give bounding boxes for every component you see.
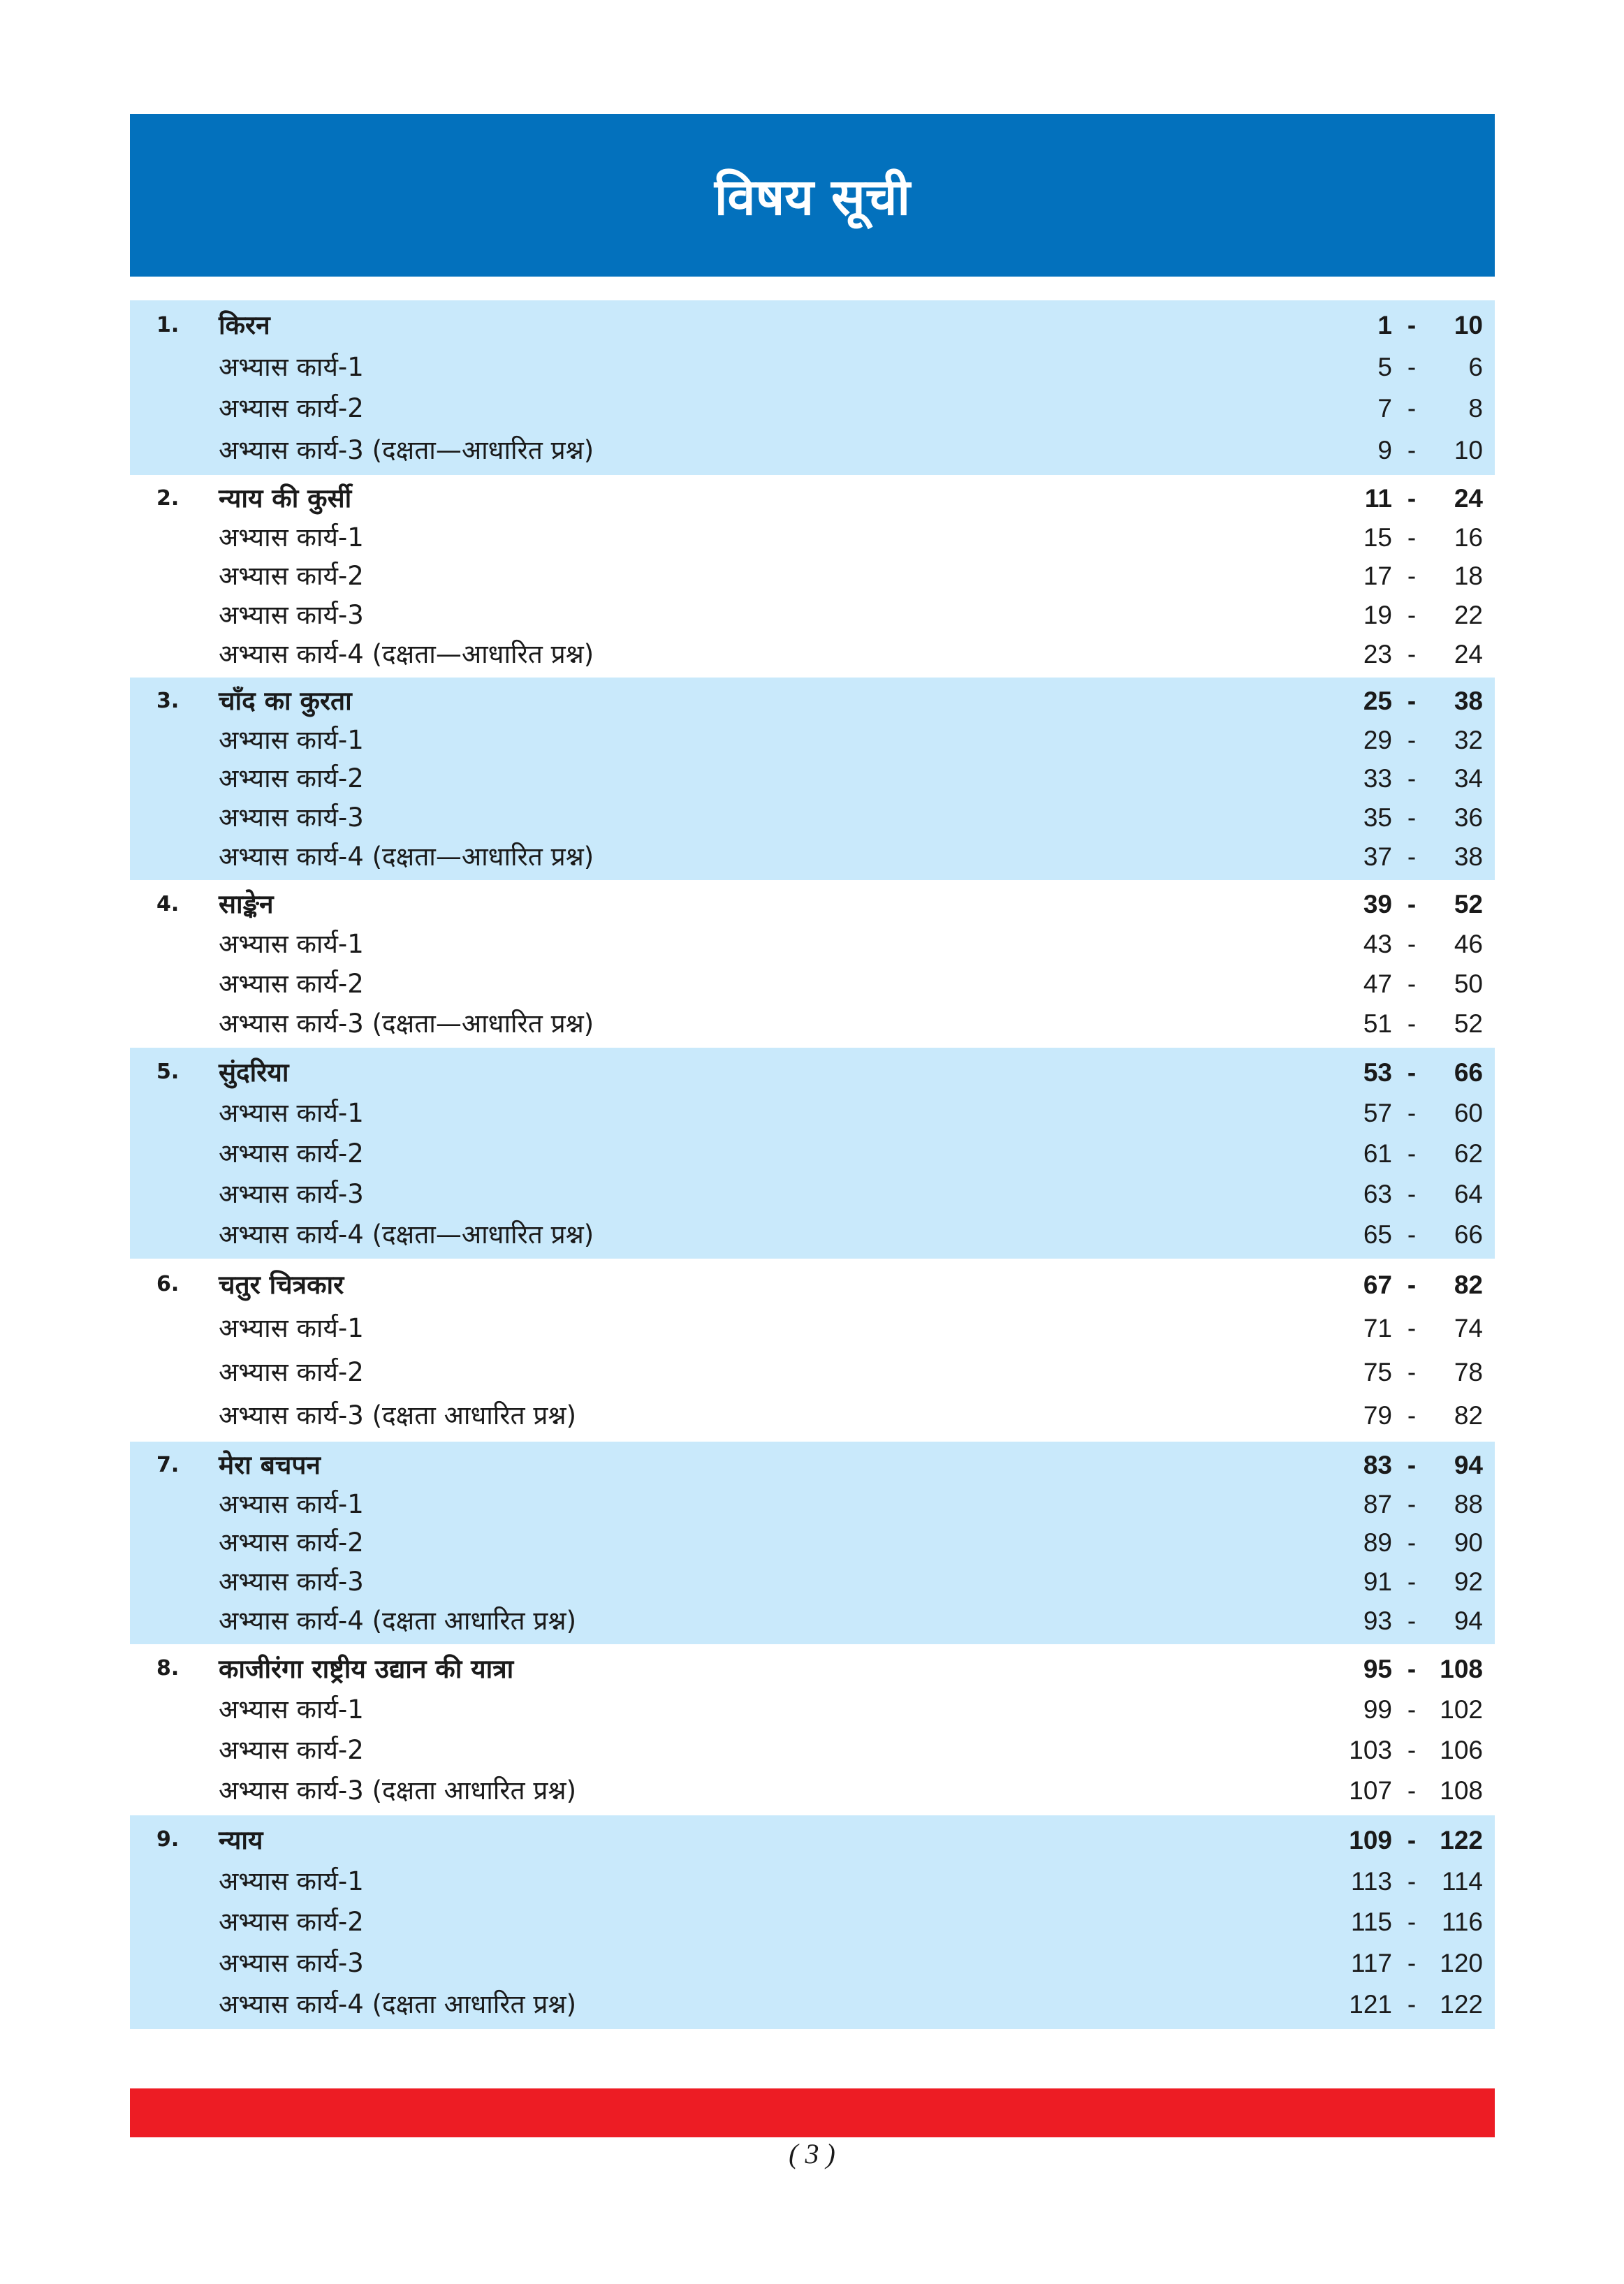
range-dash: - (1407, 1825, 1417, 1854)
page-end: 34 (1454, 764, 1483, 793)
page-end: 38 (1454, 842, 1483, 871)
exercise-row (130, 1902, 1495, 1943)
exercise-label: अभ्यास कार्य-1 (219, 1694, 364, 1725)
range-dash: - (1407, 1990, 1417, 2019)
chapter-title-row (130, 1648, 1495, 1689)
page-start: 11 (1364, 484, 1392, 513)
range-dash: - (1407, 1009, 1417, 1038)
chapter-block (130, 880, 1495, 1048)
page-end: 10 (1454, 435, 1483, 464)
page-range (1315, 563, 1483, 589)
range-dash: - (1407, 1567, 1417, 1597)
range-dash: - (1407, 803, 1417, 833)
exercise-row (130, 721, 1495, 760)
range-dash: - (1407, 1776, 1417, 1806)
page-range (1315, 1222, 1483, 1247)
page-range (1315, 971, 1483, 997)
exercise-row (130, 924, 1495, 964)
page-start: 67 (1363, 1270, 1392, 1299)
exercise-label: अभ्यास कार्य-2 (219, 1528, 364, 1558)
exercise-row (130, 1394, 1495, 1438)
exercise-row (130, 759, 1495, 798)
page-end: 122 (1440, 1825, 1483, 1854)
page-start: 95 (1363, 1654, 1392, 1683)
page-start: 39 (1363, 890, 1392, 918)
exercise-label: अभ्यास कार्य-2 (219, 1138, 364, 1169)
exercise-row (130, 1942, 1495, 1984)
exercise-label: अभ्यास कार्य-3 (दक्षता—आधारित प्रश्न) (219, 1009, 594, 1039)
page-end: 8 (1468, 394, 1483, 423)
page-start: 7 (1377, 394, 1392, 423)
exercise-label: अभ्यास कार्य-3 (219, 1948, 364, 1979)
exercise-row (130, 346, 1495, 388)
chapter-title-row (130, 1052, 1495, 1092)
chapter-number: 6. (156, 1272, 180, 1297)
exercise-label: अभ्यास कार्य-1 (219, 724, 364, 755)
chapter-number: 3. (156, 688, 180, 713)
page-range (1315, 522, 1483, 552)
range-dash: - (1407, 764, 1417, 793)
page-end: 46 (1454, 930, 1483, 958)
page-start: 47 (1363, 969, 1392, 998)
page-start: 23 (1363, 639, 1392, 668)
exercise-label: अभ्यास कार्य-4 (दक्षता—आधारित प्रश्न) (219, 841, 594, 872)
chapter-title: साङ्केन (219, 889, 274, 919)
page-start: 33 (1363, 764, 1392, 793)
page-start: 65 (1363, 1220, 1392, 1249)
range-dash: - (1407, 725, 1417, 754)
page-start: 15 (1363, 522, 1392, 552)
range-dash: - (1407, 484, 1417, 513)
exercise-row (130, 518, 1495, 557)
page-range (1315, 1272, 1483, 1298)
exercise-row (130, 798, 1495, 837)
page-range (1315, 354, 1483, 380)
exercise-label: अभ्यास कार्य-1 (219, 1313, 364, 1344)
page-start: 61 (1363, 1139, 1392, 1168)
page-range (1315, 1528, 1483, 1558)
page-end: 52 (1454, 890, 1483, 918)
title-banner (130, 114, 1495, 277)
page-start: 79 (1363, 1401, 1392, 1430)
page-range (1315, 1011, 1483, 1037)
range-dash: - (1407, 1098, 1417, 1127)
chapter-block (130, 1644, 1495, 1815)
range-dash: - (1407, 1270, 1417, 1299)
page-end: 18 (1454, 562, 1483, 591)
page-range (1315, 1181, 1483, 1207)
exercise-label: अभ्यास कार्य-3 (219, 600, 364, 631)
page-end: 120 (1440, 1949, 1483, 1978)
chapter-title: मेरा बचपन (219, 1450, 321, 1481)
exercise-row (130, 1562, 1495, 1602)
exercise-row (130, 1730, 1495, 1771)
range-dash: - (1407, 1489, 1417, 1518)
chapter-block (130, 1259, 1495, 1442)
chapter-number: 5. (156, 1060, 180, 1084)
page-start: 109 (1349, 1825, 1392, 1854)
range-dash: - (1407, 1949, 1417, 1978)
exercise-row (130, 1984, 1495, 2025)
page-range (1315, 891, 1483, 917)
exercise-label: अभ्यास कार्य-1 (219, 1866, 364, 1896)
exercise-row (130, 1133, 1495, 1173)
exercise-label: अभ्यास कार्य-3 (दक्षता आधारित प्रश्न) (219, 1776, 576, 1806)
range-dash: - (1407, 1220, 1417, 1249)
page-range (1315, 485, 1483, 511)
page-start: 51 (1363, 1009, 1392, 1038)
page-range (1315, 727, 1483, 753)
page-start: 113 (1351, 1866, 1392, 1896)
range-dash: - (1407, 1314, 1417, 1343)
exercise-label: अभ्यास कार्य-2 (219, 1907, 364, 1938)
exercise-row (130, 1173, 1495, 1214)
page-range (1315, 602, 1483, 628)
chapter-title-row (130, 305, 1495, 346)
page-range (1315, 844, 1483, 870)
page-end: 64 (1454, 1179, 1483, 1208)
exercise-row (130, 1861, 1495, 1902)
chapter-title: चाँद का कुरता (219, 686, 352, 717)
exercise-row (130, 1771, 1495, 1811)
chapter-number: 2. (156, 485, 180, 511)
page-end: 88 (1454, 1489, 1483, 1518)
range-dash: - (1407, 1908, 1417, 1937)
page-range (1315, 395, 1483, 421)
chapter-block (130, 678, 1495, 880)
page-end: 16 (1454, 522, 1483, 552)
page-end: 82 (1454, 1270, 1483, 1299)
range-dash: - (1407, 562, 1417, 591)
page-start: 35 (1363, 803, 1392, 833)
exercise-row (130, 634, 1495, 673)
page-start: 9 (1377, 435, 1392, 464)
page-range (1315, 1909, 1483, 1935)
page-end: 108 (1440, 1654, 1483, 1683)
exercise-row (130, 1214, 1495, 1254)
exercise-row (130, 557, 1495, 596)
page-start: 115 (1351, 1908, 1392, 1937)
range-dash: - (1407, 1866, 1417, 1896)
page-end: 66 (1454, 1220, 1483, 1249)
page-range (1315, 931, 1483, 957)
page-range (1315, 437, 1483, 463)
page-range (1315, 1491, 1483, 1517)
page-range (1315, 1315, 1483, 1341)
page-end: 106 (1440, 1736, 1483, 1765)
page-end: 32 (1454, 725, 1483, 754)
page-end: 60 (1454, 1098, 1483, 1127)
chapter-title-row (130, 682, 1495, 721)
page-end: 74 (1454, 1314, 1483, 1343)
page-end: 36 (1454, 803, 1483, 833)
page-start: 107 (1349, 1776, 1392, 1806)
range-dash: - (1407, 1528, 1417, 1558)
exercise-label: अभ्यास कार्य-2 (219, 1356, 364, 1387)
page-start: 19 (1363, 601, 1392, 630)
exercise-label: अभ्यास कार्य-3 (219, 803, 364, 833)
page-end: 24 (1454, 484, 1483, 513)
page-range (1315, 1656, 1483, 1682)
exercise-row (130, 430, 1495, 471)
page-end: 114 (1442, 1866, 1483, 1896)
page-range (1315, 1827, 1483, 1853)
page-start: 93 (1363, 1606, 1392, 1635)
page-end: 6 (1468, 352, 1483, 381)
range-dash: - (1407, 1736, 1417, 1765)
page-start: 17 (1363, 562, 1392, 591)
chapter-title-row (130, 1263, 1495, 1307)
page-end: 82 (1454, 1401, 1483, 1430)
chapter-number: 9. (156, 1827, 180, 1852)
range-dash: - (1407, 311, 1417, 340)
chapter-block (130, 300, 1495, 475)
page-start: 117 (1351, 1949, 1392, 1978)
page-end: 94 (1454, 1606, 1483, 1635)
page-start: 57 (1363, 1098, 1392, 1127)
range-dash: - (1407, 522, 1417, 552)
table-of-contents (130, 300, 1495, 2029)
page-range (1315, 1776, 1483, 1806)
exercise-label: अभ्यास कार्य-2 (219, 561, 364, 592)
exercise-row (130, 388, 1495, 430)
page-end: 24 (1454, 639, 1483, 668)
chapter-title: न्याय की कुर्सी (219, 483, 352, 514)
exercise-row (130, 1689, 1495, 1729)
page-start: 75 (1363, 1357, 1392, 1386)
chapter-title-row (130, 884, 1495, 924)
page-start: 103 (1349, 1736, 1392, 1765)
page-end: 92 (1454, 1567, 1483, 1597)
chapter-title: काजीरंगा राष्ट्रीय उद्यान की यात्रा (219, 1653, 514, 1684)
page-end: 38 (1454, 687, 1483, 716)
page-end: 116 (1442, 1908, 1483, 1937)
exercise-label: अभ्यास कार्य-4 (दक्षता—आधारित प्रश्न) (219, 638, 594, 669)
range-dash: - (1407, 1139, 1417, 1168)
chapter-block (130, 1048, 1495, 1259)
page-end: 90 (1454, 1528, 1483, 1558)
page-start: 25 (1363, 687, 1392, 716)
page-end: 62 (1454, 1139, 1483, 1168)
range-dash: - (1407, 1401, 1417, 1430)
page-number: ( 3 ) (789, 2138, 835, 2169)
page-start: 63 (1363, 1179, 1392, 1208)
exercise-label: अभ्यास कार्य-2 (219, 763, 364, 794)
chapter-block (130, 475, 1495, 678)
exercise-label: अभ्यास कार्य-1 (219, 351, 364, 382)
range-dash: - (1407, 1654, 1417, 1683)
page-start: 29 (1363, 725, 1392, 754)
chapter-number: 8. (156, 1656, 180, 1681)
range-dash: - (1407, 1451, 1417, 1480)
page-start: 43 (1363, 930, 1392, 958)
page-end: 78 (1454, 1357, 1483, 1386)
exercise-label: अभ्यास कार्य-1 (219, 929, 364, 959)
page-range (1315, 803, 1483, 833)
chapter-title: चतुर चित्रकार (219, 1269, 344, 1300)
chapter-title-row (130, 1446, 1495, 1485)
range-dash: - (1407, 842, 1417, 871)
page-range (1315, 1100, 1483, 1126)
page-end: 102 (1440, 1694, 1483, 1724)
page-start: 1 (1377, 311, 1392, 340)
page-end: 22 (1454, 601, 1483, 630)
range-dash: - (1407, 639, 1417, 668)
footer-bar (130, 2088, 1495, 2137)
page-range (1315, 1608, 1483, 1634)
page-end: 94 (1454, 1451, 1483, 1480)
exercise-label: अभ्यास कार्य-2 (219, 393, 364, 424)
range-dash: - (1407, 930, 1417, 958)
exercise-row (130, 1485, 1495, 1524)
page-title: विषय सूची (714, 167, 911, 226)
exercise-label: अभ्यास कार्य-1 (219, 522, 364, 552)
chapter-number: 4. (156, 891, 180, 916)
page-start: 91 (1363, 1567, 1392, 1597)
exercise-label: अभ्यास कार्य-2 (219, 969, 364, 999)
range-dash: - (1407, 1179, 1417, 1208)
exercise-row (130, 1523, 1495, 1562)
range-dash: - (1407, 1057, 1417, 1087)
chapter-block (130, 1815, 1495, 2029)
range-dash: - (1407, 1606, 1417, 1635)
page-start: 53 (1363, 1057, 1392, 1087)
chapter-title: सुंदरिया (219, 1057, 289, 1088)
page-end: 10 (1454, 311, 1483, 340)
exercise-row (130, 1350, 1495, 1394)
exercise-row (130, 1307, 1495, 1351)
page-range (1315, 1991, 1483, 2017)
chapter-title: किरन (219, 310, 270, 341)
chapter-title-row (130, 479, 1495, 518)
exercise-label: अभ्यास कार्य-2 (219, 1735, 364, 1766)
page-start: 121 (1349, 1990, 1392, 2019)
exercise-label: अभ्यास कार्य-4 (दक्षता आधारित प्रश्न) (219, 1605, 576, 1636)
range-dash: - (1407, 601, 1417, 630)
page-end: 50 (1454, 969, 1483, 998)
range-dash: - (1407, 1694, 1417, 1724)
exercise-row (130, 964, 1495, 1004)
page-range (1315, 641, 1483, 667)
page-range (1315, 1950, 1483, 1976)
page-range (1315, 1403, 1483, 1428)
page-start: 99 (1363, 1694, 1392, 1724)
range-dash: - (1407, 969, 1417, 998)
exercise-label: अभ्यास कार्य-3 (219, 1567, 364, 1597)
page-range (1315, 1694, 1483, 1724)
chapter-number: 7. (156, 1452, 180, 1477)
range-dash: - (1407, 394, 1417, 423)
exercise-label: अभ्यास कार्य-4 (दक्षता आधारित प्रश्न) (219, 1989, 576, 2020)
range-dash: - (1407, 435, 1417, 464)
range-dash: - (1407, 687, 1417, 716)
exercise-label: अभ्यास कार्य-1 (219, 1097, 364, 1128)
chapter-number: 1. (156, 312, 180, 337)
page-range (1315, 1737, 1483, 1763)
page-range (1315, 1452, 1483, 1478)
exercise-label: अभ्यास कार्य-4 (दक्षता—आधारित प्रश्न) (219, 1219, 594, 1250)
page-range (1315, 688, 1483, 714)
exercise-label: अभ्यास कार्य-3 (219, 1178, 364, 1209)
exercise-row (130, 837, 1495, 876)
page-range (1315, 766, 1483, 791)
page-start: 71 (1363, 1314, 1392, 1343)
page-range (1315, 312, 1483, 338)
exercise-label: अभ्यास कार्य-3 (दक्षता आधारित प्रश्न) (219, 1400, 576, 1431)
page-end: 52 (1454, 1009, 1483, 1038)
range-dash: - (1407, 352, 1417, 381)
page-end: 122 (1440, 1990, 1483, 2019)
exercise-row (130, 596, 1495, 635)
page-range (1315, 1141, 1483, 1166)
page-start: 37 (1363, 842, 1392, 871)
exercise-row (130, 1601, 1495, 1640)
chapter-title-row (130, 1820, 1495, 1861)
page-range (1315, 1057, 1483, 1087)
page-range (1315, 1359, 1483, 1385)
exercise-label: अभ्यास कार्य-3 (दक्षता—आधारित प्रश्न) (219, 434, 594, 465)
chapter-title: न्याय (219, 1824, 263, 1855)
range-dash: - (1407, 890, 1417, 918)
page-start: 83 (1363, 1451, 1392, 1480)
page-start: 5 (1377, 352, 1392, 381)
exercise-label: अभ्यास कार्य-1 (219, 1488, 364, 1519)
chapter-block (130, 1442, 1495, 1644)
exercise-row (130, 1004, 1495, 1044)
range-dash: - (1407, 1357, 1417, 1386)
page-range (1315, 1569, 1483, 1595)
exercise-row (130, 1092, 1495, 1133)
page-end: 66 (1454, 1057, 1483, 1087)
page-end: 108 (1440, 1776, 1483, 1806)
page-range (1315, 1868, 1483, 1894)
page-start: 89 (1363, 1528, 1392, 1558)
page-start: 87 (1363, 1489, 1392, 1518)
